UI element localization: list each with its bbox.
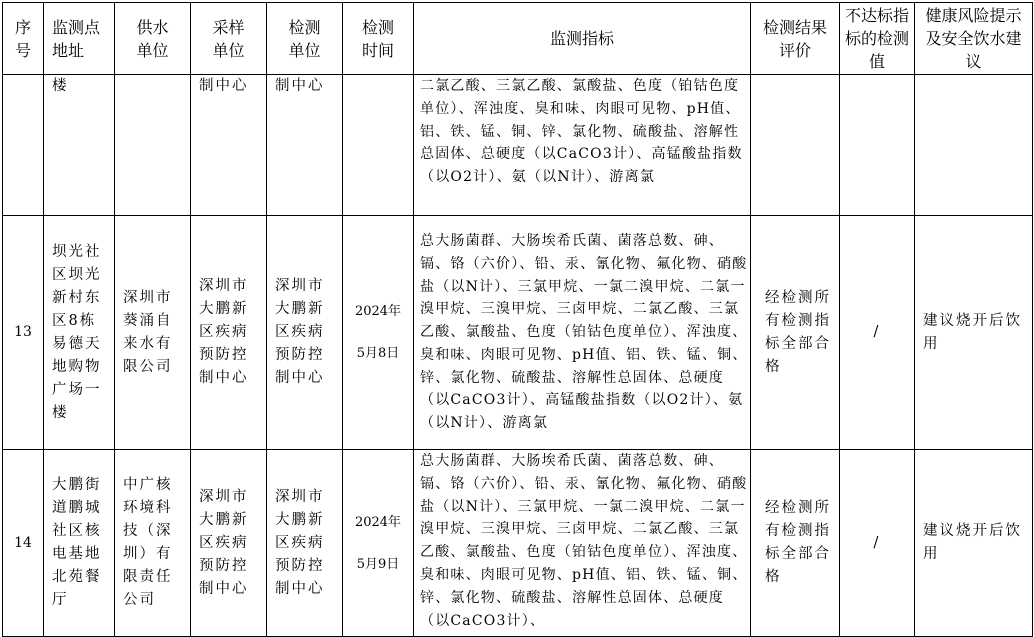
cell-location: 坝光社区坝光新村东区8栋易德天地购物广场一楼 bbox=[44, 216, 115, 450]
header-indicators: 监测指标 bbox=[414, 3, 751, 75]
cell-sampling: 深圳市大鹏新区疾病预防控制中心 bbox=[191, 450, 267, 637]
cell-supply: 深圳市葵涌自来水有限公司 bbox=[115, 216, 191, 450]
cell-indicators: 二氯乙酸、三氯乙酸、氯酸盐、色度（铂钴色度单位）、浑浊度、臭和味、肉眼可见物、pH值、铝、铁、锰、铜、锌、氯化物、硫酸盐、溶解性总固体、总硬度（以CaCO3计）、高锰酸盐指数（以O2计）、氨（以N计）、游离氯 bbox=[414, 75, 751, 216]
cell-time bbox=[343, 450, 414, 637]
cell-sampling: 制中心 bbox=[191, 75, 267, 216]
cell-testing: 深圳市大鹏新区疾病预防控制中心 bbox=[267, 450, 343, 637]
cell-advice: 建议烧开后饮用 bbox=[915, 216, 1033, 450]
time-year: 2024年 bbox=[354, 304, 402, 319]
header-failed: 不达标指标的检测值 bbox=[840, 3, 915, 75]
cell-time bbox=[343, 75, 414, 216]
header-supply: 供水单位 bbox=[115, 3, 191, 75]
cell-supply: 中广核环境科技（深圳）有限责任公司 bbox=[115, 450, 191, 637]
table-row bbox=[3, 216, 1033, 450]
cell-result: 经检测所有检测指标全部合格 bbox=[751, 216, 840, 450]
cell-seq: 14 bbox=[3, 450, 44, 637]
cell-failed bbox=[840, 75, 915, 216]
cell-seq bbox=[3, 75, 44, 216]
cell-failed: / bbox=[840, 450, 915, 637]
time-date: 5月8日 bbox=[356, 346, 400, 361]
header-result: 检测结果评价 bbox=[751, 3, 840, 75]
time-year: 2024年 bbox=[354, 514, 402, 530]
cell-supply bbox=[115, 75, 191, 216]
cell-seq: 13 bbox=[3, 216, 44, 450]
time-date: 5月9日 bbox=[356, 556, 400, 572]
header-testing: 检测单位 bbox=[267, 3, 343, 75]
table-row bbox=[3, 450, 1033, 637]
cell-location: 大鹏街道鹏城社区核电基地北苑餐厅 bbox=[44, 450, 115, 637]
cell-sampling: 深圳市大鹏新区疾病预防控制中心 bbox=[191, 216, 267, 450]
header-location: 监测点地址 bbox=[44, 3, 115, 75]
cell-testing: 深圳市大鹏新区疾病预防控制中心 bbox=[267, 216, 343, 450]
cell-indicators: 总大肠菌群、大肠埃希氏菌、菌落总数、砷、镉、铬（六价）、铅、汞、氰化物、氟化物、硝酸盐（以N计）、三氯甲烷、一氯二溴甲烷、二氯一溴甲烷、三溴甲烷、三卤甲烷、二氯乙酸、三氯乙酸、氯酸盐、色度（铂钴色度单位）、浑浊度、臭和味、肉眼可见物、pH值、铝、铁、锰、铜、锌、氯化物、硫酸盐、溶解性总固体、总硬度（以CaCO3计）、高锰酸盐指数（以O2计）、氨（以N计）、游离氯 bbox=[414, 216, 751, 450]
cell-testing: 制中心 bbox=[267, 75, 343, 216]
cell-advice: 建议烧开后饮用 bbox=[915, 450, 1033, 637]
water-quality-table bbox=[2, 2, 1033, 637]
cell-failed: / bbox=[840, 216, 915, 450]
cell-result: 经检测所有检测指标全部合格 bbox=[751, 450, 840, 637]
header-sampling: 采样单位 bbox=[191, 3, 267, 75]
cell-result bbox=[751, 75, 840, 216]
cell-time bbox=[343, 216, 414, 450]
header-seq: 序号 bbox=[3, 3, 44, 75]
header-row bbox=[3, 3, 1033, 75]
cell-location: 楼 bbox=[44, 75, 115, 216]
cell-advice bbox=[915, 75, 1033, 216]
header-advice: 健康风险提示及安全饮水建议 bbox=[915, 3, 1033, 75]
cell-indicators: 总大肠菌群、大肠埃希氏菌、菌落总数、砷、镉、铬（六价）、铅、汞、氰化物、氟化物、硝酸盐（以N计）、三氯甲烷、一氯二溴甲烷、二氯一溴甲烷、三溴甲烷、三卤甲烷、二氯乙酸、三氯乙酸、氯酸盐、色度（铂钴色度单位）、浑浊度、臭和味、肉眼可见物、pH值、铝、铁、锰、铜、锌、氯化物、硫酸盐、溶解性总固体、总硬度（以CaCO3计）、 bbox=[414, 450, 751, 637]
header-time: 检测时间 bbox=[343, 3, 414, 75]
table-row bbox=[3, 75, 1033, 216]
